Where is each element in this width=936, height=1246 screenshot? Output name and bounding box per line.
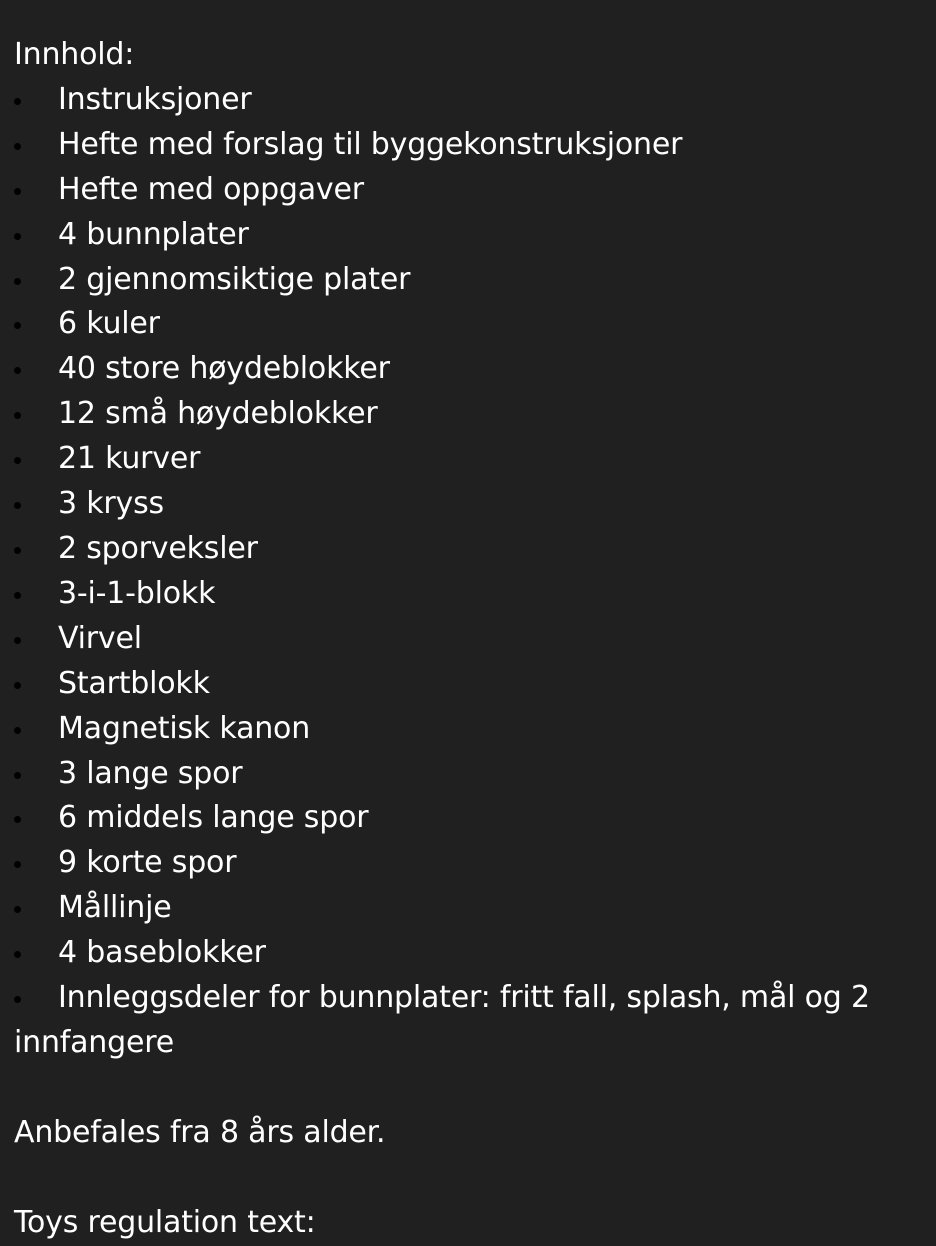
bullet-icon (14, 233, 21, 240)
bullet-icon (14, 547, 21, 554)
list-item: 2 gjennomsiktige plater (14, 258, 914, 303)
age-recommendation: Anbefales fra 8 års alder. (14, 1114, 386, 1150)
bullet-icon (14, 188, 21, 195)
list-item: 12 små høydeblokker (14, 392, 914, 437)
list-item: Magnetisk kanon (14, 707, 914, 752)
bullet-icon (14, 682, 21, 689)
list-item: 2 sporveksler (14, 527, 914, 572)
bullet-icon (14, 861, 21, 868)
list-item: 40 store høydeblokker (14, 347, 914, 392)
bullet-icon (14, 457, 21, 464)
bullet-icon (14, 772, 21, 779)
bullet-icon (14, 727, 21, 734)
list-item: 3-i-1-blokk (14, 572, 914, 617)
bullet-icon (14, 637, 21, 644)
bullet-icon (14, 412, 21, 419)
bullet-icon (14, 951, 21, 958)
bullet-icon (14, 816, 21, 823)
list-item: 4 bunnplater (14, 213, 914, 258)
bullet-icon (14, 367, 21, 374)
contents-heading: Innhold: (14, 37, 135, 72)
list-item: Instruksjoner (14, 78, 914, 123)
list-item: 6 middels lange spor (14, 796, 914, 841)
bullet-icon (14, 143, 21, 150)
list-item: Mållinje (14, 886, 914, 931)
list-item: Hefte med forslag til byggekonstruksjoner (14, 123, 914, 168)
product-contents (14, 33, 914, 1246)
list-item: Innleggsdeler for bunnplater: fritt fall, splash, mål og 2 innfangere (14, 980, 870, 1060)
list-item: 9 korte spor (14, 841, 914, 886)
contents-list (14, 78, 914, 1066)
list-item: Virvel (14, 617, 914, 662)
toys-regulation-heading: Toys regulation text: (14, 1204, 316, 1240)
bullet-icon (14, 592, 21, 599)
bullet-icon (14, 98, 21, 105)
list-item: Startblokk (14, 662, 914, 707)
list-item: 6 kuler (14, 302, 914, 347)
list-item: 4 baseblokker (14, 931, 914, 976)
bullet-icon (14, 906, 21, 913)
list-item: 3 lange spor (14, 752, 914, 797)
bullet-icon (14, 278, 21, 285)
bullet-icon (14, 996, 21, 1003)
list-item: 21 kurver (14, 437, 914, 482)
list-item: Hefte med oppgaver (14, 168, 914, 213)
list-item: 3 kryss (14, 482, 914, 527)
bullet-icon (14, 502, 21, 509)
bullet-icon (14, 322, 21, 329)
